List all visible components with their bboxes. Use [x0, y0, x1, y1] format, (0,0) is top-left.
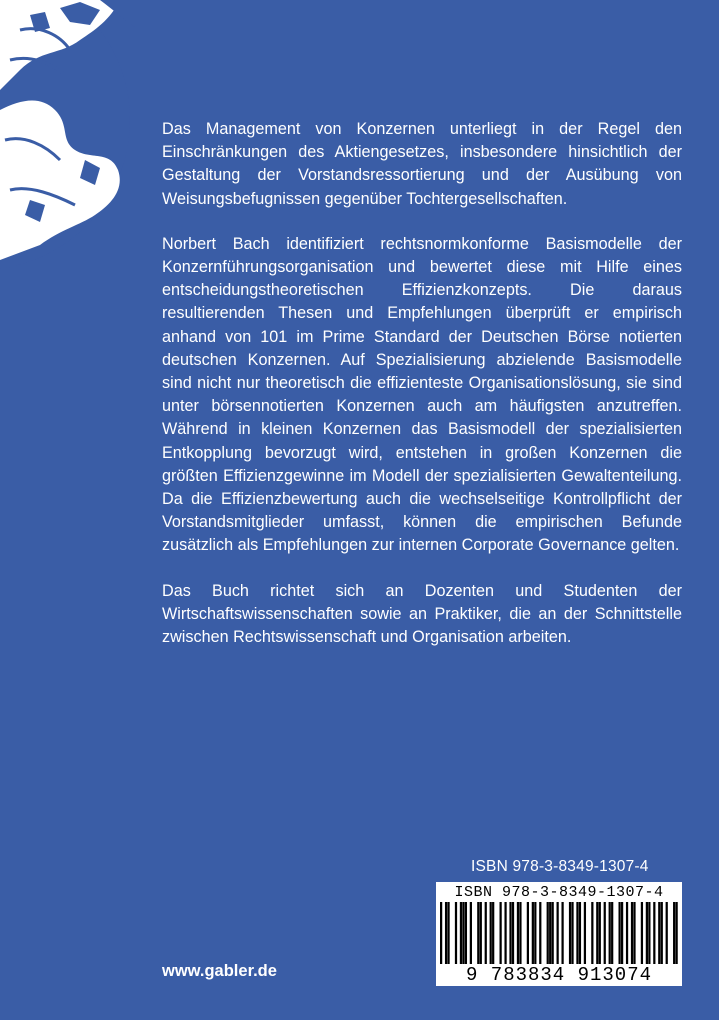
barcode-bar: [519, 902, 521, 964]
barcode-bar: [492, 902, 494, 964]
paragraph-1: Das Management von Konzernen unterliegt in der Regel den Einschränkungen des Aktiengesetzes, insbesondere hinsichtlich der Gestaltung der Vorstandsressortierung und der Ausübung von Weisungsbefugnissen gegenüber Tochtergesellschaften.: [162, 120, 682, 208]
barcode-bar: [611, 902, 613, 964]
barcode-bar: [509, 902, 511, 964]
barcode-bar: [621, 902, 623, 964]
barcode-bar: [547, 902, 549, 964]
barcode-bar: [648, 902, 650, 964]
publisher-website: www.gabler.de: [162, 962, 277, 980]
barcode-bar: [440, 902, 442, 964]
barcode-bar: [445, 902, 447, 964]
barcode-bar: [604, 902, 606, 964]
barcode-bar: [512, 902, 514, 964]
barcode-bar: [470, 902, 472, 964]
barcode-bar: [462, 902, 464, 964]
barcode-bar: [631, 902, 633, 964]
barcode-bar: [539, 902, 541, 964]
barcode-bars: [440, 902, 678, 964]
barcode-bar: [534, 902, 536, 964]
barcode-bar: [455, 902, 457, 964]
barcode-bar: [646, 902, 648, 964]
barcode-bar: [584, 902, 586, 964]
barcode-bar: [609, 902, 611, 964]
barcode-bar: [571, 902, 573, 964]
barcode-bar: [480, 902, 482, 964]
barcode-bar: [447, 902, 449, 964]
barcode-bar: [504, 902, 506, 964]
barcode-bar: [653, 902, 655, 964]
barcode-bar: [561, 902, 563, 964]
barcode-bar: [599, 902, 601, 964]
barcode: [436, 882, 682, 986]
barcode-bar: [557, 902, 559, 964]
barcode-bar: [619, 902, 621, 964]
globe-graphic: [0, 0, 140, 270]
barcode-bar: [626, 902, 628, 964]
barcode-bar: [676, 902, 678, 964]
barcode-bar: [549, 902, 551, 964]
barcode-bar: [460, 902, 462, 964]
barcode-bar: [591, 902, 593, 964]
barcode-bar: [532, 902, 534, 964]
barcode-bar: [666, 902, 668, 964]
blurb-text: [162, 118, 682, 671]
barcode-bar: [465, 902, 467, 964]
barcode-bar: [477, 902, 479, 964]
barcode-bar: [569, 902, 571, 964]
barcode-bar: [661, 902, 663, 964]
barcode-digits: 9 783834 913074: [465, 964, 653, 986]
barcode-bar: [527, 902, 529, 964]
barcode-bar: [658, 902, 660, 964]
barcode-bar: [633, 902, 635, 964]
paragraph-3: Das Buch richtet sich an Dozenten und Studenten der Wirtschaftswissenschaften sowie an Praktiker, die an der Schnittstelle zwischen Rechtswissenschaft und Organisation arbeiten.: [162, 581, 682, 647]
barcode-bar: [641, 902, 643, 964]
barcode-bar: [490, 902, 492, 964]
barcode-bar: [576, 902, 578, 964]
barcode-bar: [517, 902, 519, 964]
paragraph-2: Norbert Bach identifiziert rechtsnormkonforme Basismodelle der Konzernführungsorganisation und bewertet diese mit Hilfe eines entscheidungstheoretischen Effizienzkonzepts. Die daraus resultierenden Thesen und Empfehlungen überprüft er empirisch anhand von 101 im Prime Standard der Deutschen Börse notierten deutschen Konzernen. Auf Spezialisierung abzielende Basismodelle sind nicht nur theoretisch die effizienteste Organisationslösung, sie sind unter börsennotierten Konzernen auch am häufigsten anzutreffen. Während in kleinen Konzernen das Basismodell der spezialisierten Entkopplung bevorzugt wird, entstehen in großen Konzernen die größten Effizienzgewinne im Modell der spezialisierten Gewaltenteilung. Da die Effizienzbewertung auch die wechselseitige Kontrollpflicht der Vorstandsmitglieder umfasst, können die empirischen Befunde zusätzlich als Empfehlungen zur internen Corporate Governance gelten.: [162, 234, 682, 555]
barcode-bar: [673, 902, 675, 964]
barcode-bar: [596, 902, 598, 964]
isbn-label: ISBN 978-3-8349-1307-4: [471, 858, 649, 875]
barcode-bar: [500, 902, 502, 964]
barcode-bar: [485, 902, 487, 964]
barcode-bar: [579, 902, 581, 964]
barcode-bar: [552, 902, 554, 964]
barcode-isbn: ISBN 978-3-8349-1307-4: [454, 884, 664, 901]
